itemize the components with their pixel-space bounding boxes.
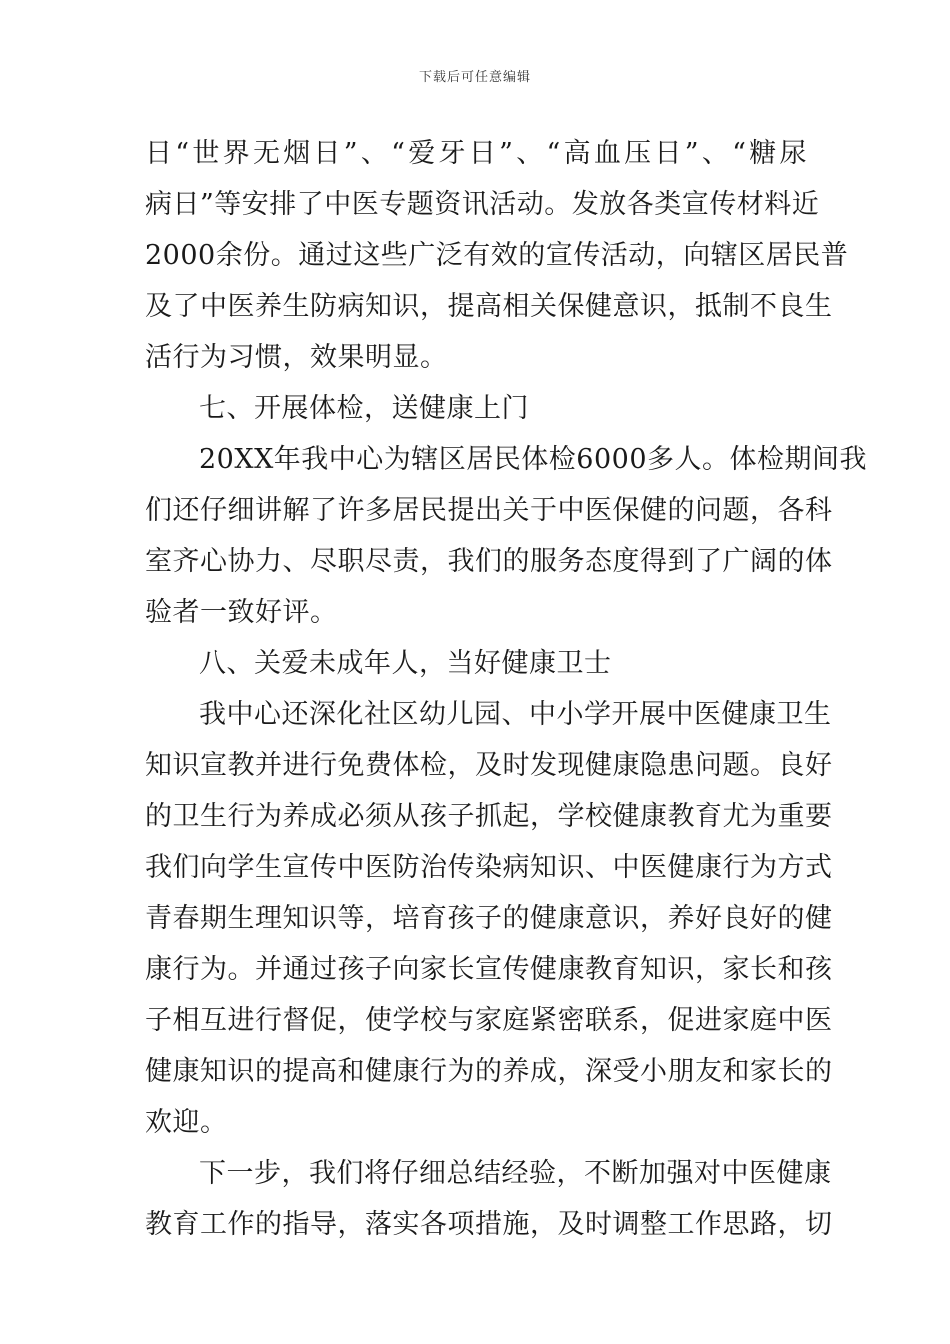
- text-line: 验者一致好评。: [145, 597, 338, 628]
- text-line: 康行为。并通过孩子向家长宣传健康教育知识，家长和孩: [145, 954, 833, 985]
- text-line: 们还仔细讲解了许多居民提出关于中医保健的问题，各科: [145, 495, 833, 526]
- text-line: 20XX年我中心为辖区居民体检6000多人。体检期间我: [199, 444, 868, 475]
- text-line: 青春期生理知识等，培育孩子的健康意识，养好良好的健: [145, 903, 833, 934]
- text-line: 的卫生行为养成必须从孩子抓起，学校健康教育尤为重要: [145, 801, 833, 832]
- section-heading: 八、关爱未成年人，当好健康卫士: [199, 648, 612, 679]
- text-line: 知识宣教并进行免费体检，及时发现健康隐患问题。良好: [145, 750, 833, 781]
- text-line: 室齐心协力、尽职尽责，我们的服务态度得到了广阔的体: [145, 546, 833, 577]
- text-line: 我们向学生宣传中医防治传染病知识、中医健康行为方式: [145, 852, 833, 883]
- text-line: 活行为习惯，效果明显。: [145, 342, 448, 373]
- text-line: 日“世界无烟日”、“爱牙日”、“高血压日”、“糖尿: [145, 138, 807, 169]
- text-line: 及了中医养生防病知识，提高相关保健意识，抵制不良生: [145, 291, 833, 322]
- section-heading: 七、开展体检，送健康上门: [199, 393, 529, 424]
- page-header: 下载后可任意编辑: [418, 70, 531, 85]
- text-line: 病日”等安排了中医专题资讯活动。发放各类宣传材料近: [145, 189, 820, 220]
- text-line: 教育工作的指导，落实各项措施，及时调整工作思路，切: [145, 1209, 833, 1240]
- text-line: 欢迎。: [145, 1107, 228, 1138]
- text-line: 下一步，我们将仔细总结经验，不断加强对中医健康: [199, 1158, 832, 1189]
- text-line: 我中心还深化社区幼儿园、中小学开展中医健康卫生: [199, 699, 832, 730]
- document-body: [145, 128, 868, 1250]
- text-line: 子相互进行督促，使学校与家庭紧密联系，促进家庭中医: [145, 1005, 833, 1036]
- text-line: 健康知识的提高和健康行为的养成，深受小朋友和家长的: [145, 1056, 833, 1087]
- text-line: 2000余份。通过这些广泛有效的宣传活动，向辖区居民普: [145, 240, 849, 271]
